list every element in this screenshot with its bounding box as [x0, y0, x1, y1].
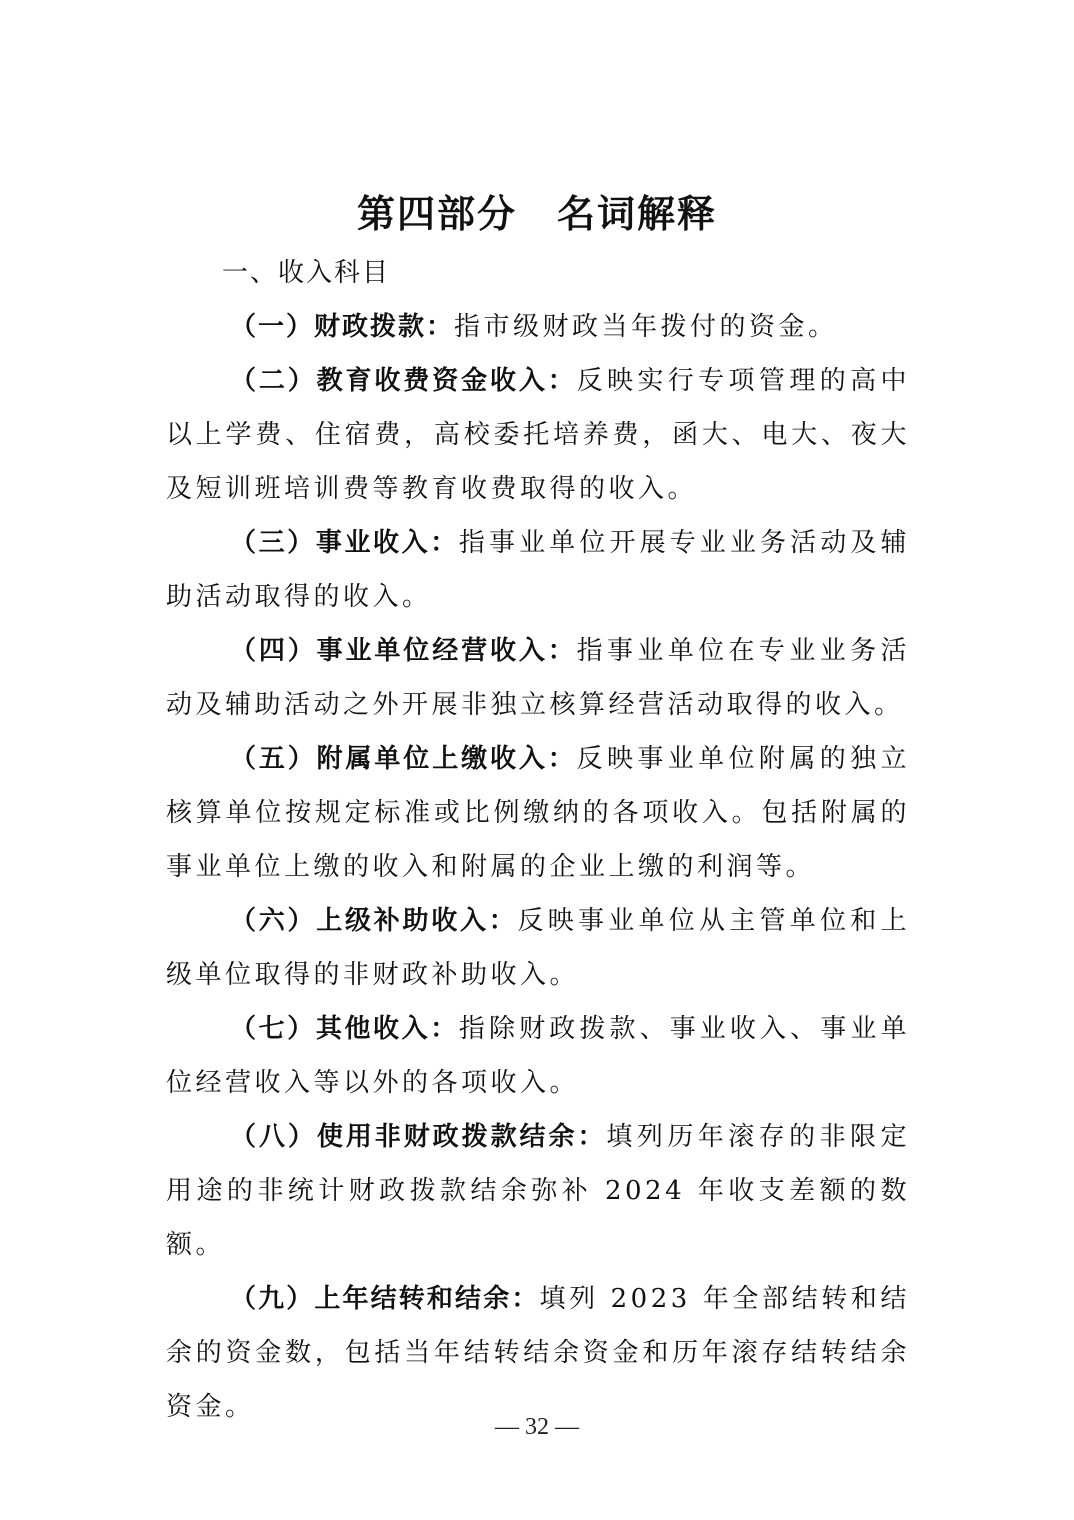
definition-paragraph-7 — [166, 1002, 910, 1110]
page-title: 第四部分 名词解释 — [356, 192, 717, 236]
definition-term: （七）其他收入： — [230, 1014, 459, 1044]
definition-paragraph-8 — [166, 1110, 910, 1272]
definition-term: （六）上级补助收入： — [230, 906, 518, 936]
definition-term: （八）使用非财政拨款结余： — [230, 1122, 607, 1152]
section-heading: 一、收入科目 — [222, 258, 391, 288]
definition-text: 指市级财政当年拨付的资金。 — [454, 312, 838, 342]
definition-text: 指事业单位开展专业业务活动及辅助活动取得的收入。 — [166, 528, 910, 612]
definition-term: （一）财政拨款： — [230, 312, 455, 342]
definition-text: 指除财政拨款、事业收入、事业单位经营收入等以外的各项收入。 — [166, 1014, 910, 1098]
definition-paragraph-4 — [166, 624, 910, 732]
definition-term: （九）上年结转和结余： — [230, 1284, 540, 1314]
definition-term: （二）教育收费资金收入： — [230, 366, 577, 396]
definition-term: （五）附属单位上缴收入： — [230, 744, 577, 774]
definition-text: 填列历年滚存的非限定用途的非统计财政拨款结余弥补 2024 年收支差额的数额。 — [166, 1122, 910, 1260]
definition-text: 反映事业单位附属的独立核算单位按规定标准或比例缴纳的各项收入。包括附属的事业单位上缴的收入和附属的企业上缴的利润等。 — [166, 744, 910, 882]
definition-paragraph-2 — [166, 354, 910, 516]
definition-text: 反映事业单位从主管单位和上级单位取得的非财政补助收入。 — [166, 906, 910, 990]
definition-term: （三）事业收入： — [230, 528, 459, 558]
document-body — [166, 246, 910, 1434]
definition-term: （四）事业单位经营收入： — [230, 636, 577, 666]
definition-text: 指事业单位在专业业务活动及辅助活动之外开展非独立核算经营活动取得的收入。 — [166, 636, 910, 720]
definition-paragraph-1 — [166, 300, 910, 354]
definition-text: 反映实行专项管理的高中以上学费、住宿费，高校委托培养费，函大、电大、夜大及短训班培训费等教育收费取得的收入。 — [166, 366, 910, 504]
definition-paragraph-5 — [166, 732, 910, 894]
definition-paragraph-3 — [166, 516, 910, 624]
definition-text: 填列 2023 年全部结转和结余的资金数，包括当年结转结余资金和历年滚存结转结余资金。 — [166, 1284, 910, 1422]
page-number: — 32 — — [495, 1414, 579, 1440]
definition-paragraph-6 — [166, 894, 910, 1002]
